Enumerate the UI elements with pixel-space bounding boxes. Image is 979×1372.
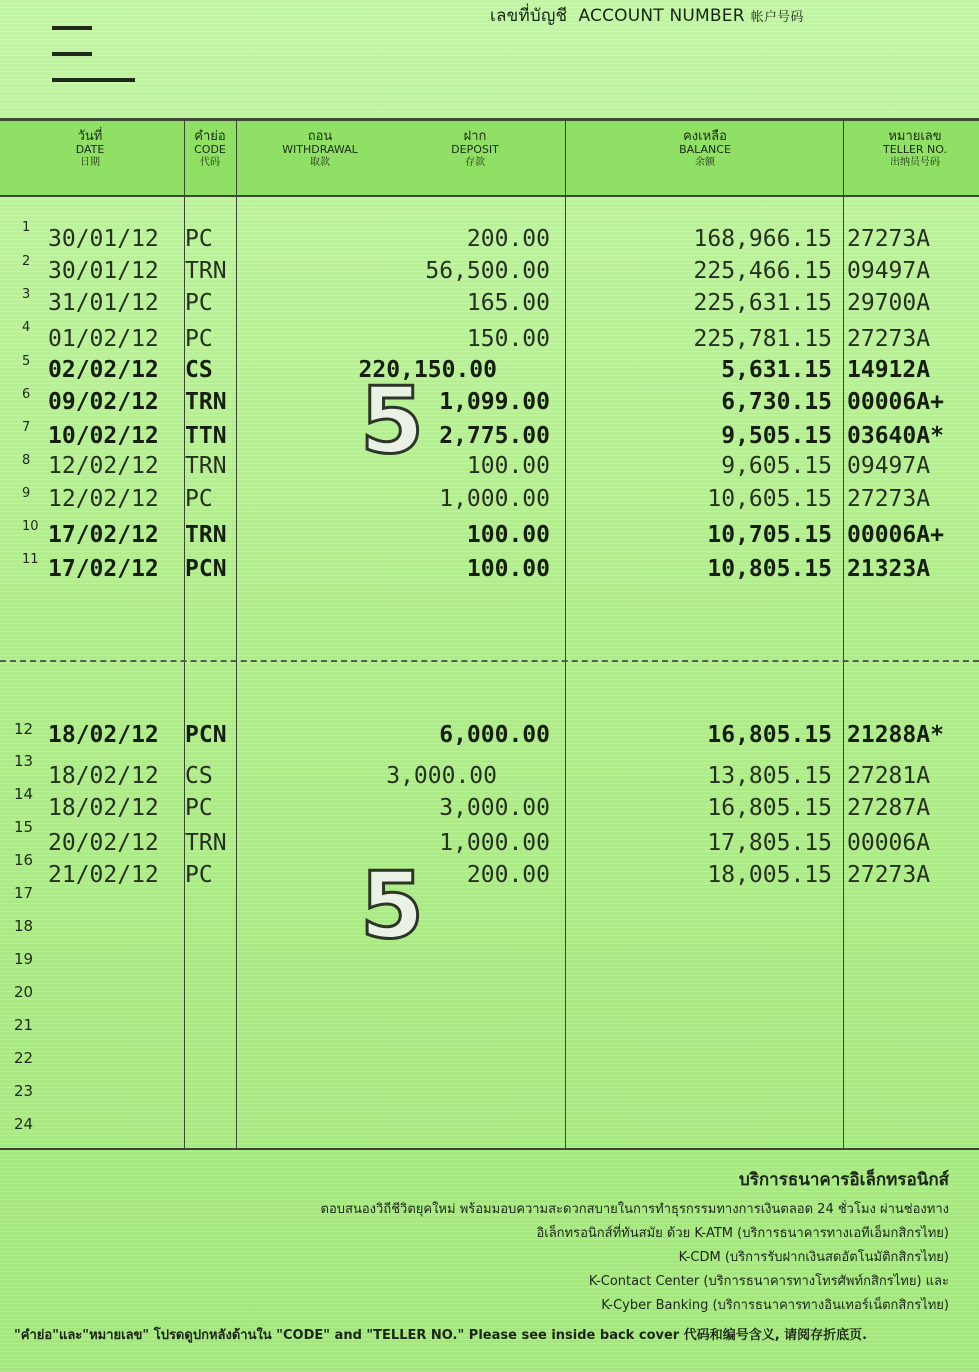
account-number-label: เลขที่บัญชี ACCOUNT NUMBER 帐户号码 (490, 6, 804, 26)
txn-teller: 00006A+ (847, 522, 944, 548)
txn-teller: 09497A (847, 258, 931, 284)
txn-code: TRN (185, 258, 227, 284)
txn-date: 31/01/12 (48, 290, 159, 316)
txn-code: PC (185, 326, 213, 352)
txn-balance: 168,966.15 (693, 226, 832, 252)
header-balance: คงเหลือ BALANCE 余额 (679, 129, 731, 168)
row-number: 16 (14, 851, 34, 869)
txn-teller: 27273A (847, 326, 931, 352)
fold-line (0, 660, 979, 662)
column-divider (565, 118, 566, 1148)
txn-code: CS (185, 357, 213, 383)
txn-deposit: 100.00 (466, 453, 550, 479)
txn-teller: 00006A (847, 830, 931, 856)
txn-balance: 13,805.15 (707, 763, 832, 789)
txn-balance: 9,605.15 (721, 453, 832, 479)
menu-icon (52, 26, 135, 82)
txn-deposit: 3,000.00 (439, 795, 550, 821)
txn-teller: 29700A (847, 290, 931, 316)
header-date: วันที่ DATE 日期 (75, 129, 105, 168)
row-number: 19 (14, 950, 34, 968)
txn-code: TRN (185, 389, 227, 415)
row-number: 5 (22, 354, 31, 369)
txn-balance: 225,631.15 (693, 290, 832, 316)
footer-line: ตอบสนองวิถีชีวิตยุคใหม่ พร้อมมอบความสะดวกสบายในการทำธุรกรรมทางการเงินตลอด 24 ชั่วโมง ผ่านช่องทาง (320, 1202, 949, 1217)
txn-balance: 9,505.15 (721, 423, 832, 449)
footer-line: K-Cyber Banking (บริการธนาคารทางอินเทอร์เน็ตกสิกรไทย) (601, 1298, 949, 1313)
txn-code: PC (185, 486, 213, 512)
row-number: 18 (14, 917, 34, 935)
row-number: 23 (14, 1082, 34, 1100)
txn-deposit: 165.00 (466, 290, 550, 316)
txn-teller: 09497A (847, 453, 931, 479)
txn-deposit: 100.00 (466, 522, 550, 548)
stamp-digit: 5 (360, 367, 425, 474)
footer-line: K-CDM (บริการรับฝากเงินสดอัตโนมัติกสิกรไทย) (678, 1250, 949, 1265)
txn-date: 30/01/12 (48, 226, 159, 252)
txn-date: 30/01/12 (48, 258, 159, 284)
txn-teller: 21323A (847, 556, 931, 582)
row-number: 14 (14, 785, 34, 803)
txn-date: 18/02/12 (48, 722, 159, 748)
row-number: 10 (22, 519, 39, 534)
txn-date: 12/02/12 (48, 486, 159, 512)
txn-deposit: 56,500.00 (425, 258, 550, 284)
txn-balance: 16,805.15 (707, 722, 832, 748)
footer-line: อิเล็กทรอนิกส์ที่ทันสมัย ด้วย K-ATM (บริการธนาคารทางเอทีเอ็มกสิกรไทย) (536, 1226, 949, 1241)
txn-withdrawal: 220,150.00 (358, 357, 497, 383)
txn-date: 17/02/12 (48, 556, 159, 582)
row-number: 2 (22, 254, 31, 269)
txn-deposit: 6,000.00 (439, 722, 550, 748)
row-number: 24 (14, 1115, 34, 1133)
txn-date: 12/02/12 (48, 453, 159, 479)
txn-deposit: 1,099.00 (439, 389, 550, 415)
txn-balance: 16,805.15 (707, 795, 832, 821)
txn-code: TRN (185, 830, 227, 856)
txn-deposit: 2,775.00 (439, 423, 550, 449)
txn-deposit: 200.00 (466, 862, 550, 888)
row-number: 7 (22, 420, 31, 435)
txn-code: PC (185, 795, 213, 821)
footer-note: "คำย่อ"และ"หมายเลข" โปรดดูปกหลังด้านใน "CODE" and "TELLER NO." Please see inside back cover 代码和编号含义, 请阅存折底页. (14, 1328, 868, 1343)
txn-date: 17/02/12 (48, 522, 159, 548)
txn-balance: 10,805.15 (707, 556, 832, 582)
row-number: 11 (22, 552, 39, 567)
txn-teller: 03640A* (847, 423, 944, 449)
row-number: 13 (14, 752, 34, 770)
txn-code: TRN (185, 522, 227, 548)
txn-date: 01/02/12 (48, 326, 159, 352)
row-number: 1 (22, 220, 31, 235)
txn-teller: 27273A (847, 486, 931, 512)
txn-code: PCN (185, 722, 227, 748)
row-number: 12 (14, 720, 34, 738)
txn-teller: 00006A+ (847, 389, 944, 415)
txn-code: PC (185, 862, 213, 888)
txn-code: TTN (185, 423, 227, 449)
txn-deposit: 1,000.00 (439, 830, 550, 856)
txn-teller: 27281A (847, 763, 931, 789)
txn-balance: 6,730.15 (721, 389, 832, 415)
txn-code: PC (185, 226, 213, 252)
txn-balance: 18,005.15 (707, 862, 832, 888)
txn-deposit: 1,000.00 (439, 486, 550, 512)
txn-date: 21/02/12 (48, 862, 159, 888)
txn-balance: 10,705.15 (707, 522, 832, 548)
row-number: 17 (14, 884, 34, 902)
txn-code: PC (185, 290, 213, 316)
row-number: 9 (22, 486, 31, 501)
txn-balance: 225,781.15 (693, 326, 832, 352)
txn-deposit: 100.00 (466, 556, 550, 582)
row-number: 15 (14, 818, 34, 836)
txn-balance: 10,605.15 (707, 486, 832, 512)
header-withdrawal: ถอน WITHDRAWAL 取款 (282, 129, 358, 168)
txn-deposit: 150.00 (466, 326, 550, 352)
txn-code: PCN (185, 556, 227, 582)
txn-date: 18/02/12 (48, 763, 159, 789)
txn-teller: 27273A (847, 862, 931, 888)
txn-date: 20/02/12 (48, 830, 159, 856)
txn-teller: 27287A (847, 795, 931, 821)
txn-balance: 17,805.15 (707, 830, 832, 856)
txn-code: CS (185, 763, 213, 789)
row-number: 3 (22, 287, 31, 302)
txn-teller: 14912A (847, 357, 931, 383)
footer-line: K-Contact Center (บริการธนาคารทางโทรศัพท์กสิกรไทย) และ (588, 1274, 949, 1289)
header-teller: หมายเลข TELLER NO. 出纳员号码 (883, 129, 947, 168)
txn-teller: 21288A* (847, 722, 944, 748)
row-number: 22 (14, 1049, 34, 1067)
txn-balance: 5,631.15 (721, 357, 832, 383)
row-number: 4 (22, 320, 31, 335)
footer-divider (0, 1148, 979, 1150)
row-number: 21 (14, 1016, 34, 1034)
header-deposit: ฝาก DEPOSIT 存款 (451, 129, 499, 168)
txn-withdrawal: 3,000.00 (386, 763, 497, 789)
column-divider (236, 118, 237, 1148)
stamp-digit: 5 (360, 852, 425, 959)
txn-date: 09/02/12 (48, 389, 159, 415)
header-code: คำย่อ CODE 代码 (194, 129, 226, 168)
row-number: 20 (14, 983, 34, 1001)
column-divider (843, 118, 844, 1148)
row-number: 8 (22, 453, 31, 468)
row-number: 6 (22, 387, 31, 402)
txn-deposit: 200.00 (466, 226, 550, 252)
footer-title: บริการธนาคารอิเล็กทรอนิกส์ (738, 1170, 949, 1190)
txn-balance: 225,466.15 (693, 258, 832, 284)
txn-date: 10/02/12 (48, 423, 159, 449)
txn-date: 18/02/12 (48, 795, 159, 821)
txn-teller: 27273A (847, 226, 931, 252)
txn-code: TRN (185, 453, 227, 479)
txn-date: 02/02/12 (48, 357, 159, 383)
